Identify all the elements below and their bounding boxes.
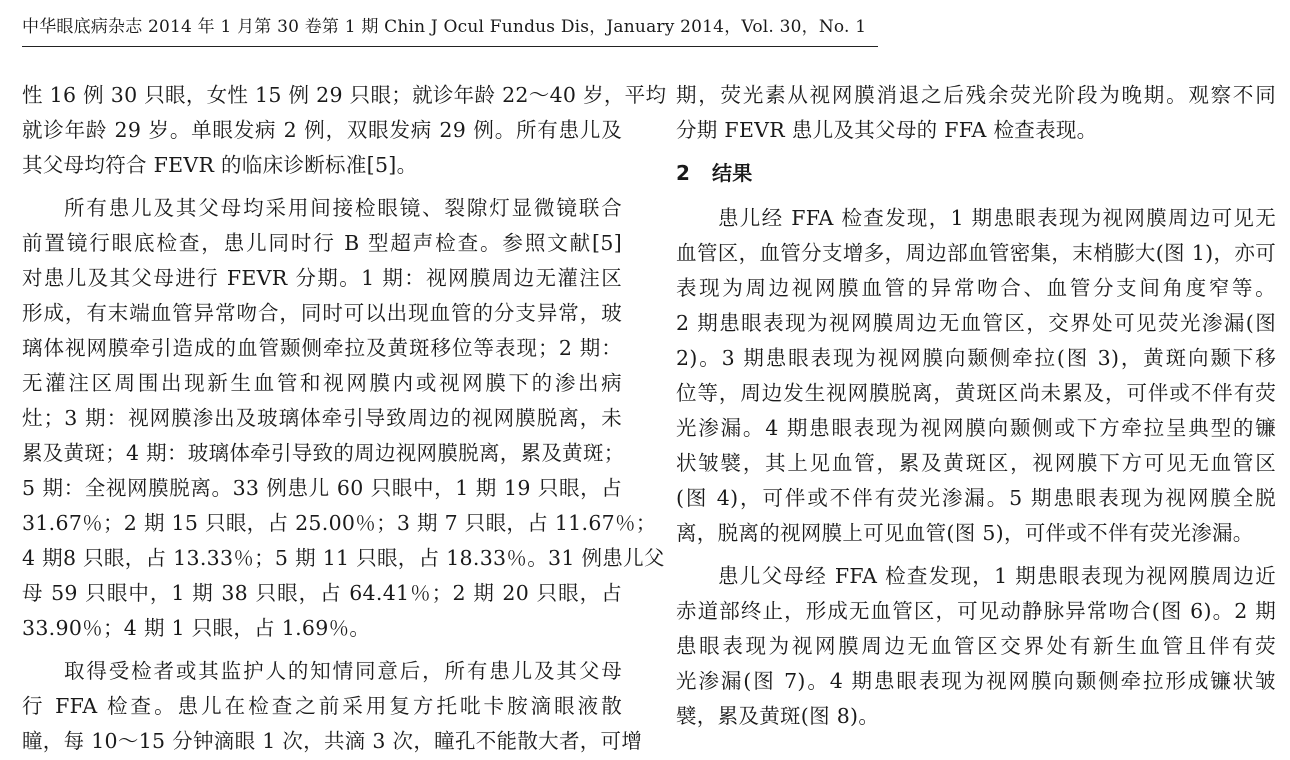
text-line: 2 期患眼表现为视网膜周边无血管区，交界处可见荧光渗漏(图 — [676, 311, 1276, 335]
text-line: 性 16 例 30 只眼，女性 15 例 29 只眼；就诊年龄 22～40 岁，平均 — [22, 83, 667, 107]
paragraph-ffa-phases — [676, 78, 1276, 148]
text-line: 患儿父母经 FFA 检查发现，1 期患眼表现为视网膜周边近 — [718, 564, 1276, 588]
text-line: 瞳，每 10～15 分钟滴眼 1 次，共滴 3 次，瞳孔不能散大者，可增 — [22, 729, 643, 753]
text-line: 状皱襞，其上见血管，累及黄斑区，视网膜下方可见无血管区 — [676, 451, 1276, 475]
text-line: 离，脱离的视网膜上可见血管(图 5)，可伴或不伴有荧光渗漏。 — [676, 521, 1254, 545]
text-line: 患儿经 FFA 检查发现，1 期患眼表现为视网膜周边可见无 — [718, 206, 1276, 230]
paragraph-examination-staging — [22, 191, 665, 646]
paragraph-patient-demographics — [22, 78, 667, 183]
text-line: 行 FFA 检查。患儿在检查之前采用复方托吡卡胺滴眼液散 — [22, 694, 622, 718]
text-line: 血管区，血管分支增多，周边部血管密集，末梢膨大(图 1)，亦可 — [676, 241, 1276, 265]
right-column — [676, 78, 1276, 734]
paragraph-children-findings — [676, 201, 1276, 551]
text-line: 位等，周边发生视网膜脱离，黄斑区尚未累及，可伴或不伴有荧 — [676, 381, 1276, 405]
text-line: (图 4)，可伴或不伴有荧光渗漏。5 期患眼表现为视网膜全脱 — [676, 486, 1276, 510]
text-line: 31.67％；2 期 15 只眼，占 25.00％；3 期 7 只眼，占 11.67％； — [22, 511, 657, 535]
text-line: 取得受检者或其监护人的知情同意后，所有患儿及其父母 — [64, 659, 622, 683]
text-line: 2)。3 期患眼表现为视网膜向颞侧牵拉(图 3)，黄斑向颞下移 — [676, 346, 1276, 370]
text-line: 就诊年龄 29 岁。单眼发病 2 例，双眼发病 29 例。所有患儿及 — [22, 118, 622, 142]
text-line: 表现为周边视网膜血管的异常吻合、血管分支间角度窄等。 — [676, 276, 1276, 300]
text-line: 33.90％；4 期 1 只眼，占 1.69％。 — [22, 616, 371, 640]
text-line: 患眼表现为视网膜周边无血管区交界处有新生血管且伴有荧 — [676, 634, 1276, 658]
text-line: 赤道部终止，形成无血管区，可见动静脉异常吻合(图 6)。2 期 — [676, 599, 1276, 623]
section-number: 2 — [676, 161, 691, 185]
text-line: 灶；3 期：视网膜渗出及玻璃体牵引导致周边的视网膜脱离，未 — [22, 406, 622, 430]
text-line: 光渗漏(图 7)。4 期患眼表现为视网膜向颞侧牵拉形成镰状皱 — [676, 669, 1276, 693]
paragraph-ffa-procedure — [22, 654, 643, 759]
text-line: 期，荧光素从视网膜消退之后残余荧光阶段为晚期。观察不同 — [676, 83, 1276, 107]
text-line: 璃体视网膜牵引造成的血管颞侧牵拉及黄斑移位等表现；2 期： — [22, 336, 622, 360]
text-line: 其父母均符合 FEVR 的临床诊断标准[5]。 — [22, 153, 418, 177]
text-line: 光渗漏。4 期患眼表现为视网膜向颞侧或下方牵拉呈典型的镰 — [676, 416, 1276, 440]
text-line: 无灌注区周围出现新生血管和视网膜内或视网膜下的渗出病 — [22, 371, 622, 395]
left-column — [22, 78, 667, 759]
paragraph-parents-findings — [676, 559, 1276, 734]
text-line: 4 期8 只眼，占 13.33％；5 期 11 只眼，占 18.33％。31 例患儿父 — [22, 546, 665, 570]
text-line: 母 59 只眼中，1 期 38 只眼，占 64.41％；2 期 20 只眼，占 — [22, 581, 622, 605]
text-line: 前置镜行眼底检查，患儿同时行 B 型超声检查。参照文献[5] — [22, 231, 622, 255]
text-line: 累及黄斑；4 期：玻璃体牵引导致的周边视网膜脱离，累及黄斑； — [22, 441, 625, 465]
running-header: 中华眼底病杂志 2014 年 1 月第 30 卷第 1 期 Chin J Ocul Fundus Dis，January 2014，Vol. 30，No. 1 — [22, 17, 867, 37]
text-line: 形成，有末端血管异常吻合，同时可以出现血管的分支异常，玻 — [22, 301, 622, 325]
section-heading-results — [676, 156, 1276, 191]
text-line: 分期 FEVR 患儿及其父母的 FFA 检查表现。 — [676, 118, 1098, 142]
section-title: 结果 — [712, 161, 753, 185]
header-rule — [22, 46, 878, 47]
text-line: 所有患儿及其父母均采用间接检眼镜、裂隙灯显微镜联合 — [64, 196, 622, 220]
text-line: 5 期：全视网膜脱离。33 例患儿 60 只眼中，1 期 19 只眼，占 — [22, 476, 622, 500]
text-line: 襞，累及黄斑(图 8)。 — [676, 704, 880, 728]
text-line: 对患儿及其父母进行 FEVR 分期。1 期：视网膜周边无灌注区 — [22, 266, 622, 290]
